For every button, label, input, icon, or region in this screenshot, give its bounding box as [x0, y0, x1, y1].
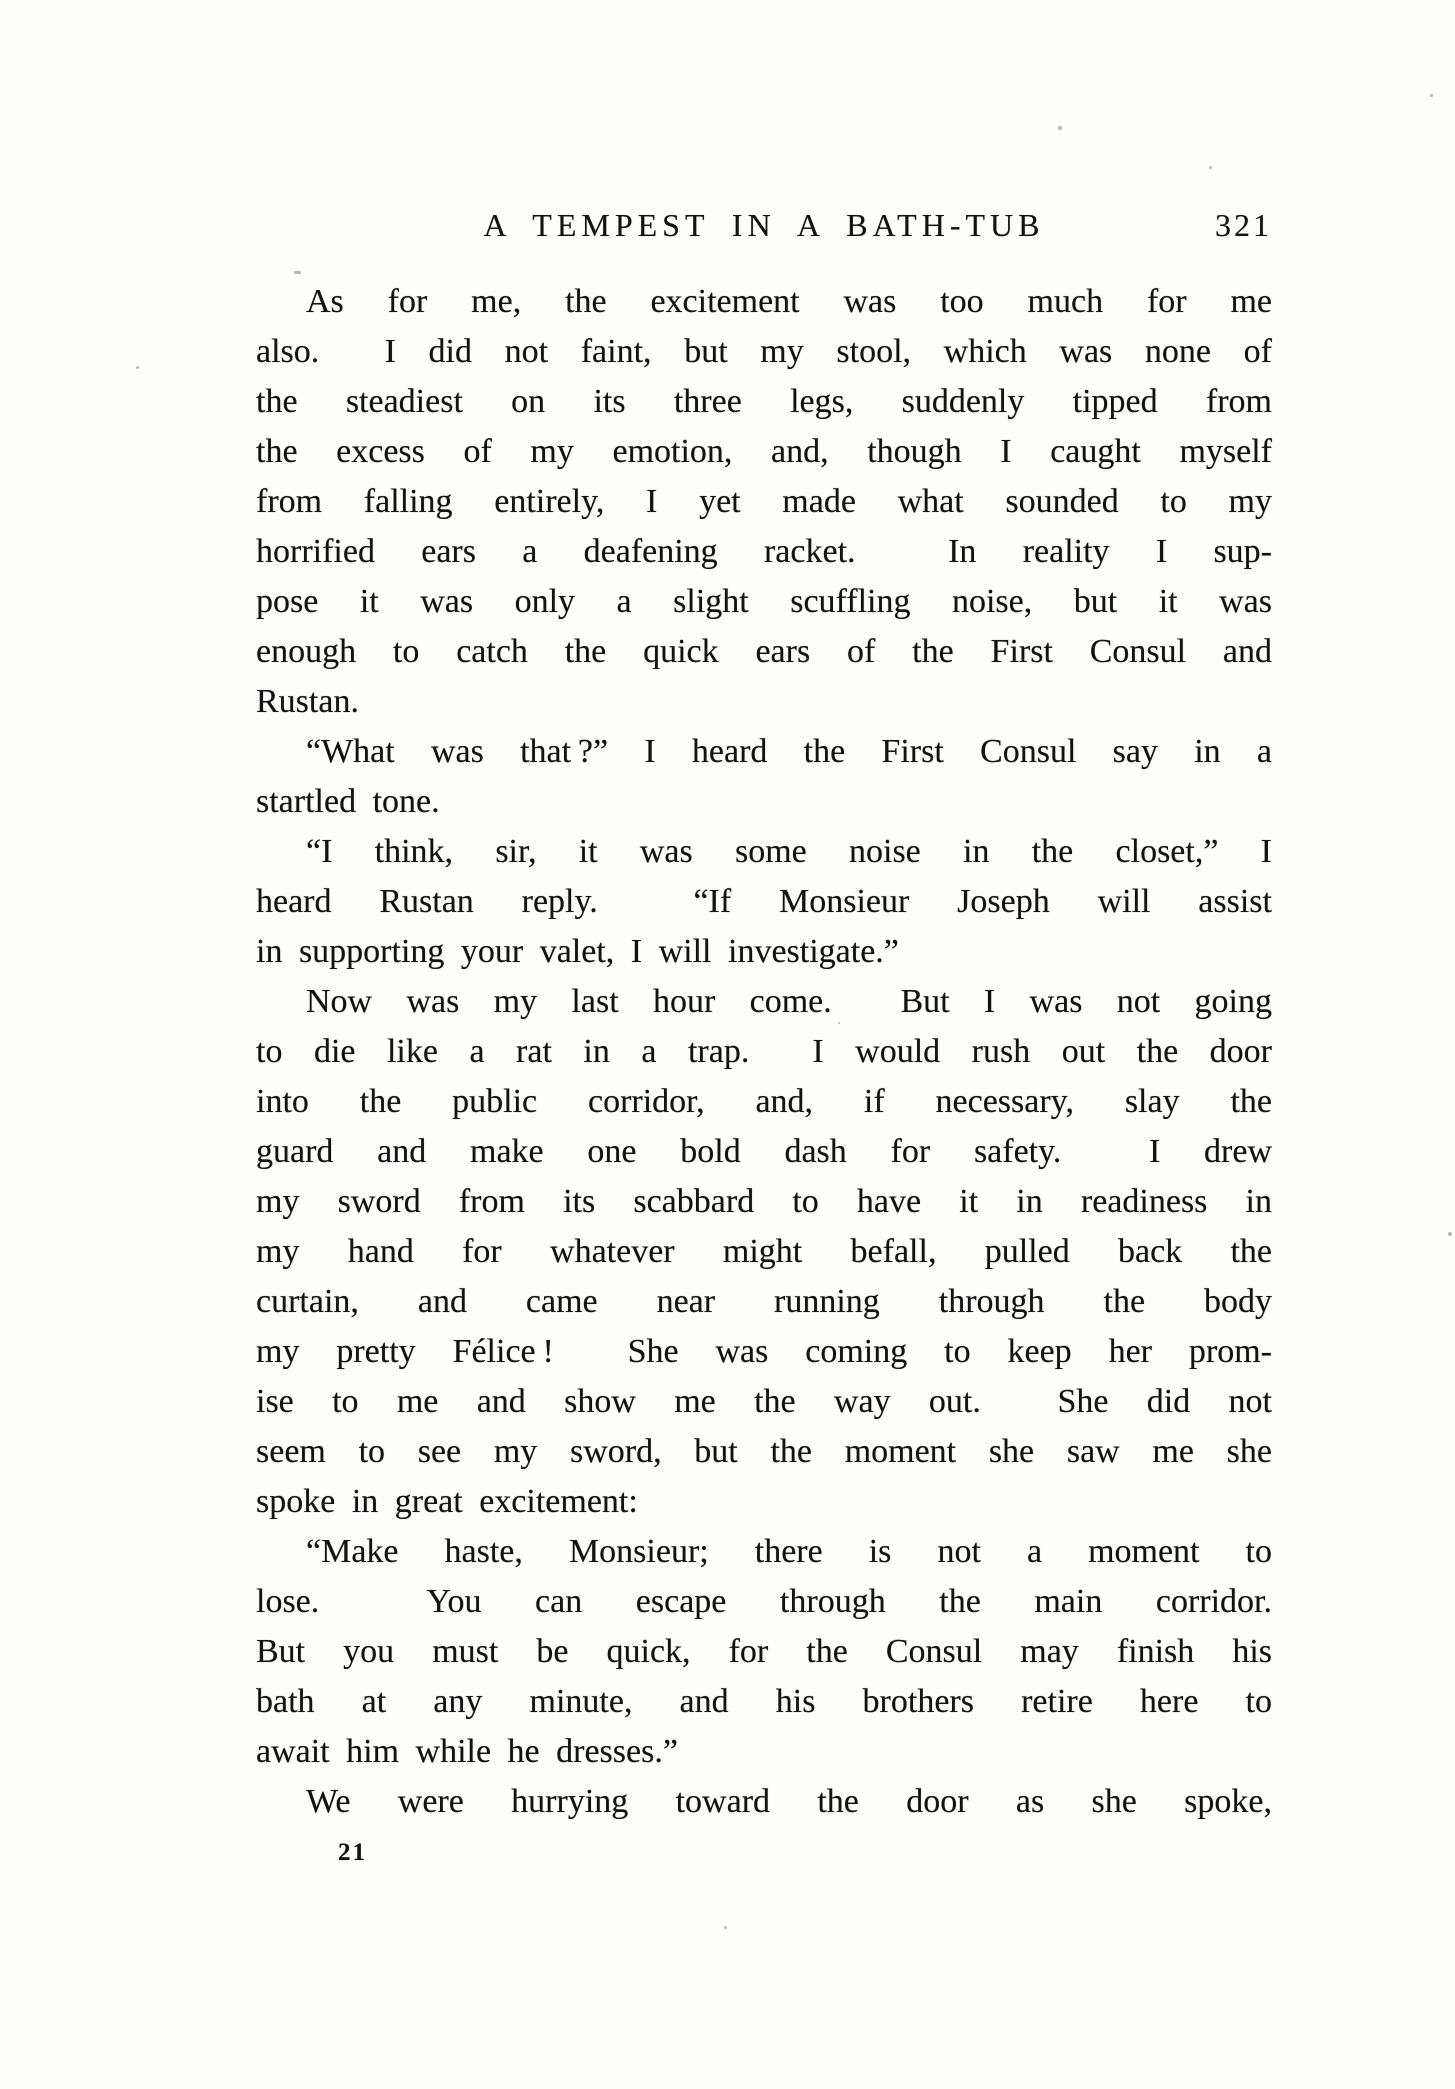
signature-mark: 21	[338, 1839, 367, 1866]
paper-speck	[1430, 94, 1433, 97]
text-line: the excess of my emotion, and, though I caught myself	[256, 433, 1272, 470]
text-line: my pretty Félice ! She was coming to keep her prom-	[256, 1333, 1272, 1370]
body-text	[256, 277, 1272, 1827]
text-line: We were hurrying toward the door as she spoke,	[306, 1783, 1272, 1820]
text-line: my sword from its scabbard to have it in readiness in	[256, 1183, 1272, 1220]
paper-speck	[1058, 126, 1062, 130]
text-line: lose. You can escape through the main corridor.	[256, 1583, 1272, 1620]
text-line: bath at any minute, and his brothers retire here to	[256, 1683, 1272, 1720]
page-header	[256, 206, 1272, 248]
paper-speck	[294, 271, 301, 274]
paper-speck	[1209, 166, 1212, 169]
text-line: heard Rustan reply. “If Monsieur Joseph will assist	[256, 883, 1272, 920]
text-line: await him while he dresses.”	[256, 1733, 678, 1770]
text-line: “What was that ?” I heard the First Consul say in a	[306, 733, 1272, 770]
paper-speck	[724, 1926, 727, 1929]
text-line: also. I did not faint, but my stool, which was none of	[256, 333, 1272, 370]
text-line: horrified ears a deafening racket. In reality I sup-	[256, 533, 1272, 570]
text-line: Now was my last hour come. But I was not going	[306, 983, 1272, 1020]
text-line: curtain, and came near running through the body	[256, 1283, 1272, 1320]
text-line: into the public corridor, and, if necessary, slay the	[256, 1083, 1272, 1120]
paper-speck	[1448, 1232, 1452, 1236]
paper-speck	[838, 1022, 840, 1024]
text-line: to die like a rat in a trap. I would rush out the door	[256, 1033, 1272, 1070]
text-line: “I think, sir, it was some noise in the closet,” I	[306, 833, 1272, 870]
text-line: the steadiest on its three legs, suddenly tipped from	[256, 383, 1272, 420]
paper-speck	[136, 366, 139, 369]
page-number: 321	[1215, 207, 1272, 243]
text-line: enough to catch the quick ears of the First Consul and	[256, 633, 1272, 670]
running-head-title: A TEMPEST IN A BATH-TUB	[483, 207, 1045, 243]
text-line: pose it was only a slight scuffling noise, but it was	[256, 583, 1272, 620]
text-line: in supporting your valet, I will investigate.”	[256, 933, 899, 970]
text-line: As for me, the excitement was too much for me	[306, 283, 1272, 320]
text-line: from falling entirely, I yet made what sounded to my	[256, 483, 1272, 520]
text-line: seem to see my sword, but the moment she saw me she	[256, 1433, 1272, 1470]
text-line: my hand for whatever might befall, pulled back the	[256, 1233, 1272, 1270]
text-line: ise to me and show me the way out. She did not	[256, 1383, 1272, 1420]
text-line: But you must be quick, for the Consul may finish his	[256, 1633, 1272, 1670]
text-line: “Make haste, Monsieur; there is not a moment to	[306, 1533, 1272, 1570]
text-line: spoke in great excitement:	[256, 1483, 638, 1520]
text-line: guard and make one bold dash for safety. I drew	[256, 1133, 1272, 1170]
text-line: Rustan.	[256, 683, 359, 720]
text-line: startled tone.	[256, 783, 440, 820]
